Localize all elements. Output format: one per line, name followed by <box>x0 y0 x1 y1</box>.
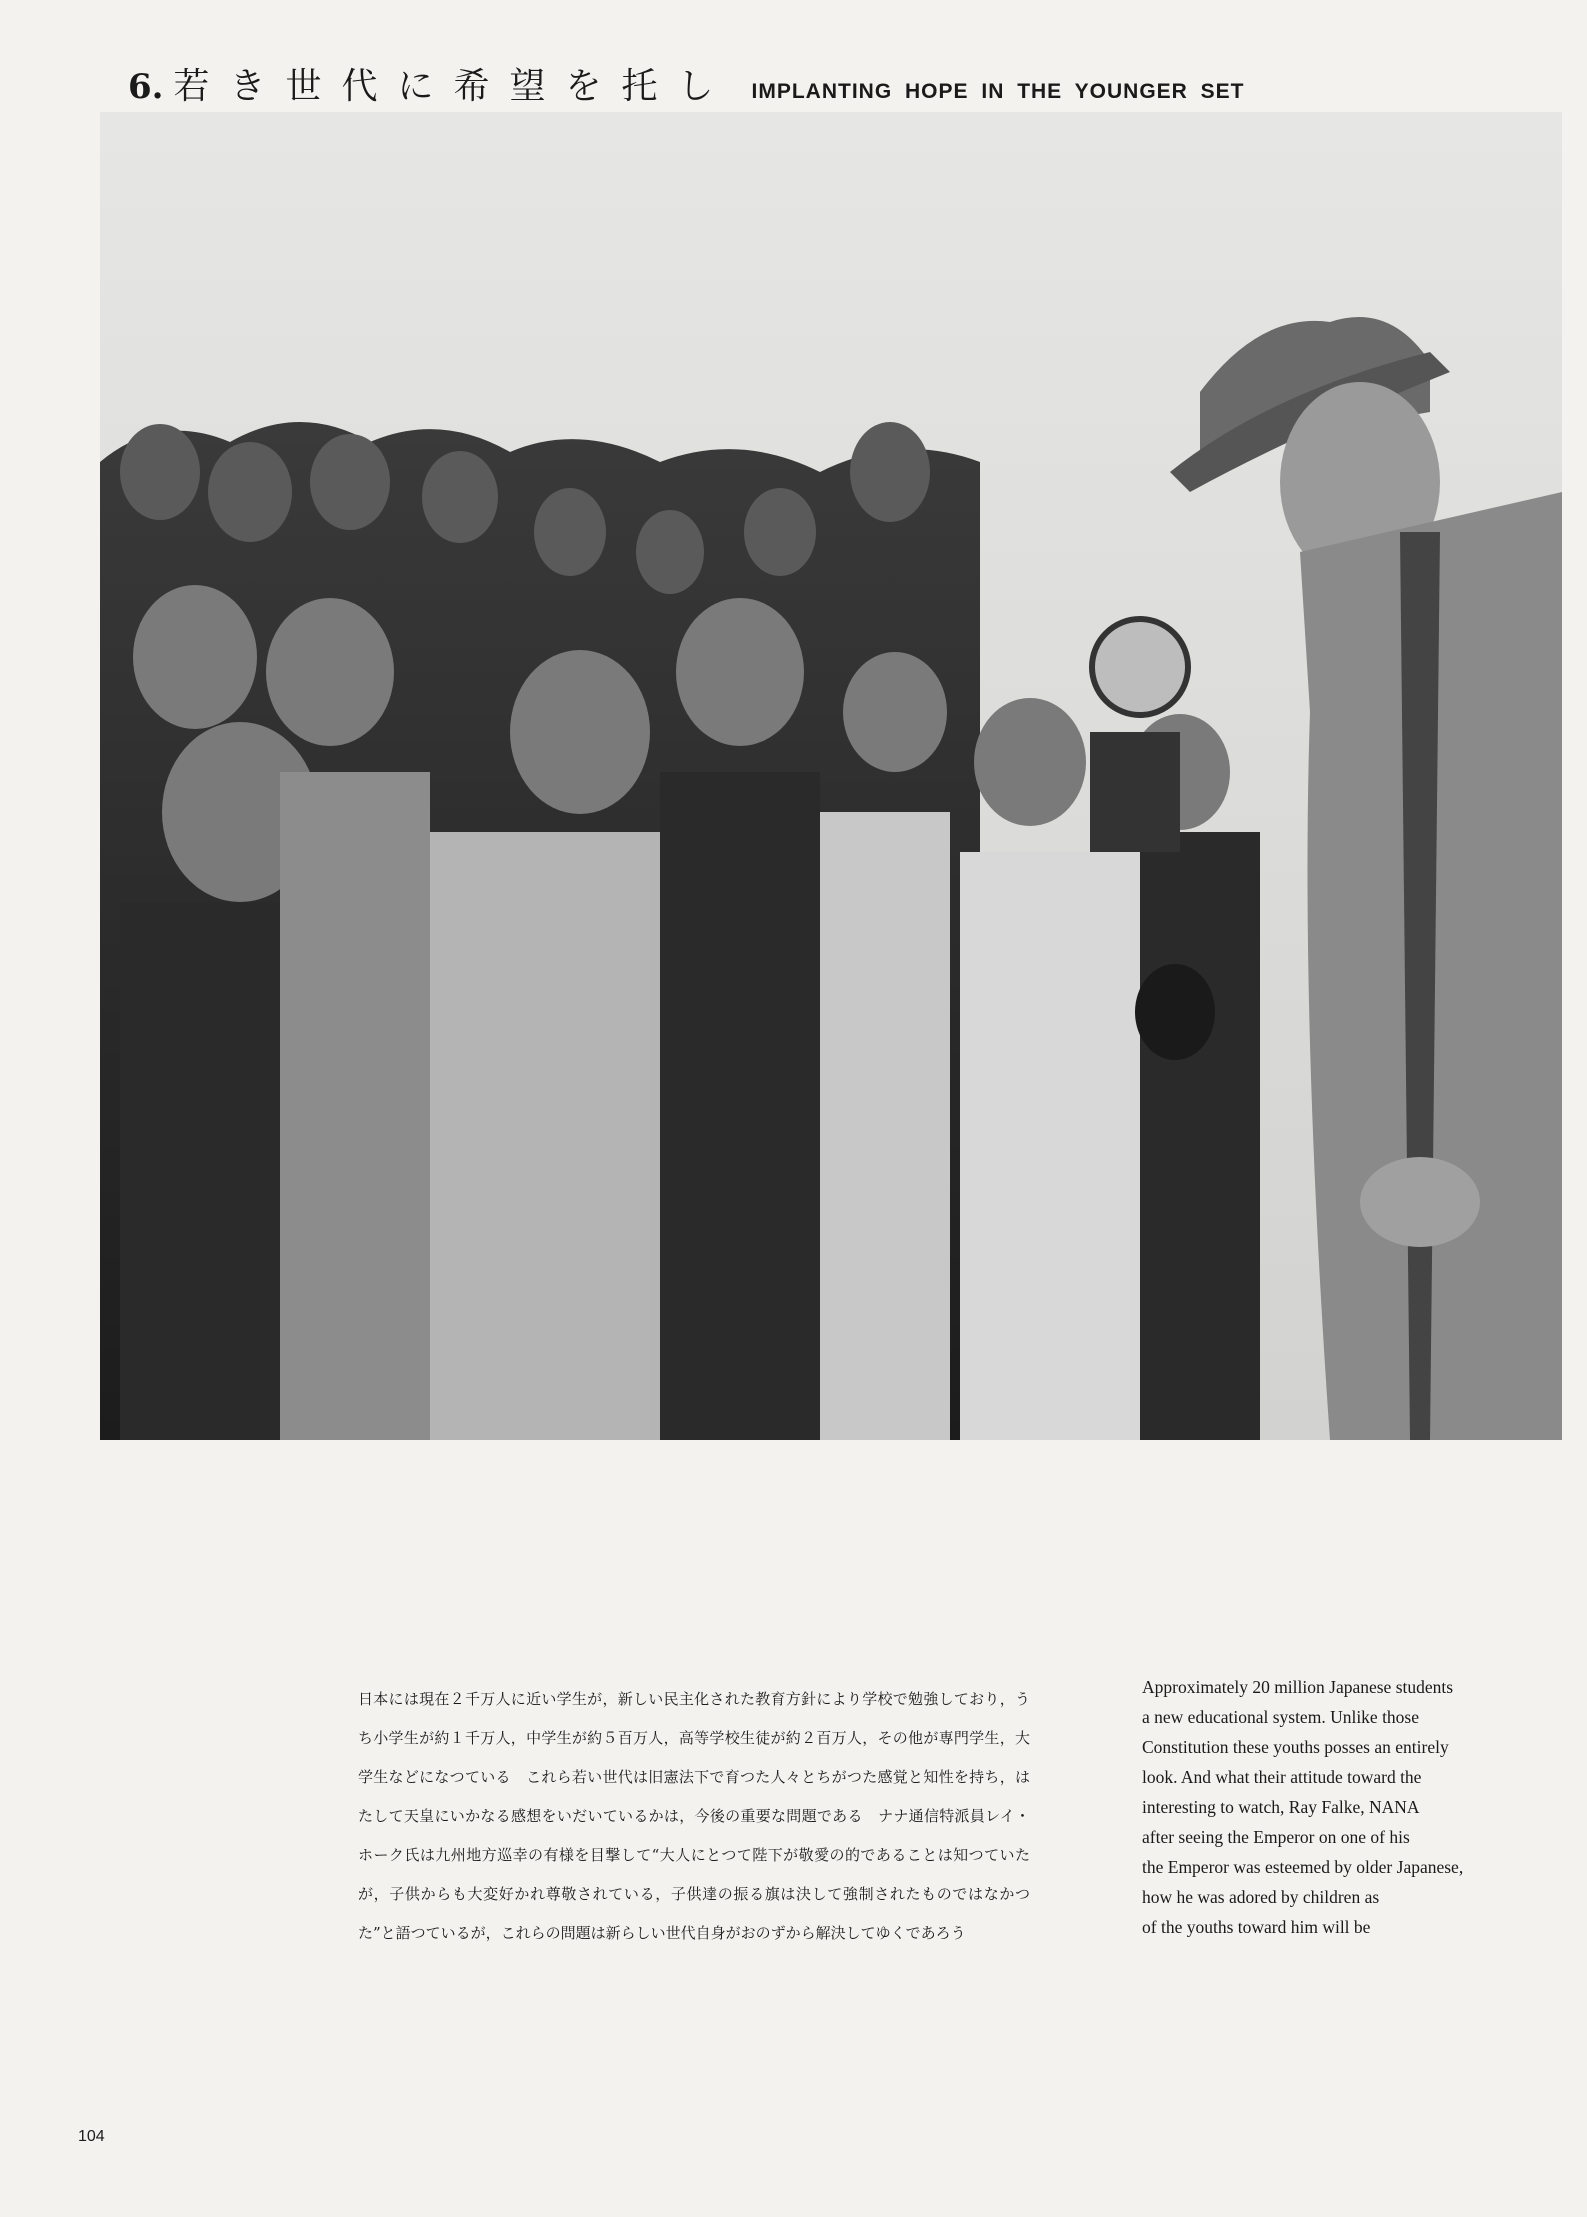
body-line: the Emperor was esteemed by older Japanese, <box>1142 1857 1464 1877</box>
body-line: Constitution these youths posses an entirely <box>1142 1737 1449 1757</box>
body-line: look. And what their attitude toward the <box>1142 1767 1422 1787</box>
body-text-japanese: 日本には現在２千万人に近い学生が，新しい民主化された教育方針により学校で勉強しており，うち小学生が約１千万人，中学生が約５百万人，高等学校生徒が約２百万人，その他が専門学生，大学生などになつている これら若い世代は旧憲法下で育つた人々とちがつた感覚と知性を持ち，はたして天皇にいかなる感想をいだいているかは，今後の重要な問題である ナナ通信特派員レイ・ホーク氏は九州地方巡幸の有様を目撃して“大人にとつて陛下が敬愛の的であることは知つていたが，子供からも大変好かれ尊敬されている，子供達の振る旗は決して強制されたものではなかつた”と語つているが，これらの問題は新らしい世代自身がおのずから解決してゆくであろう <box>358 1690 1030 1942</box>
body-line: a new educational system. Unlike those <box>1142 1707 1420 1727</box>
body-line: of the youths toward him will be <box>1142 1917 1371 1937</box>
body-line: how he was adored by children as <box>1142 1887 1380 1907</box>
body-text-english <box>1142 1672 1502 1942</box>
body-line: after seeing the Emperor on one of his <box>1142 1827 1410 1847</box>
photograph <box>100 112 1562 1440</box>
section-number: 6. <box>128 67 164 107</box>
page-number: 104 <box>78 2128 105 2145</box>
title-english: IMPLANTING HOPE IN THE YOUNGER SET <box>751 80 1245 103</box>
body-line: interesting to watch, Ray Falke, NANA <box>1142 1797 1420 1817</box>
body-line: Approximately 20 million Japanese students <box>1142 1677 1454 1697</box>
page-title <box>128 58 1418 108</box>
title-japanese: 若き世代に希望を托し <box>173 66 734 107</box>
